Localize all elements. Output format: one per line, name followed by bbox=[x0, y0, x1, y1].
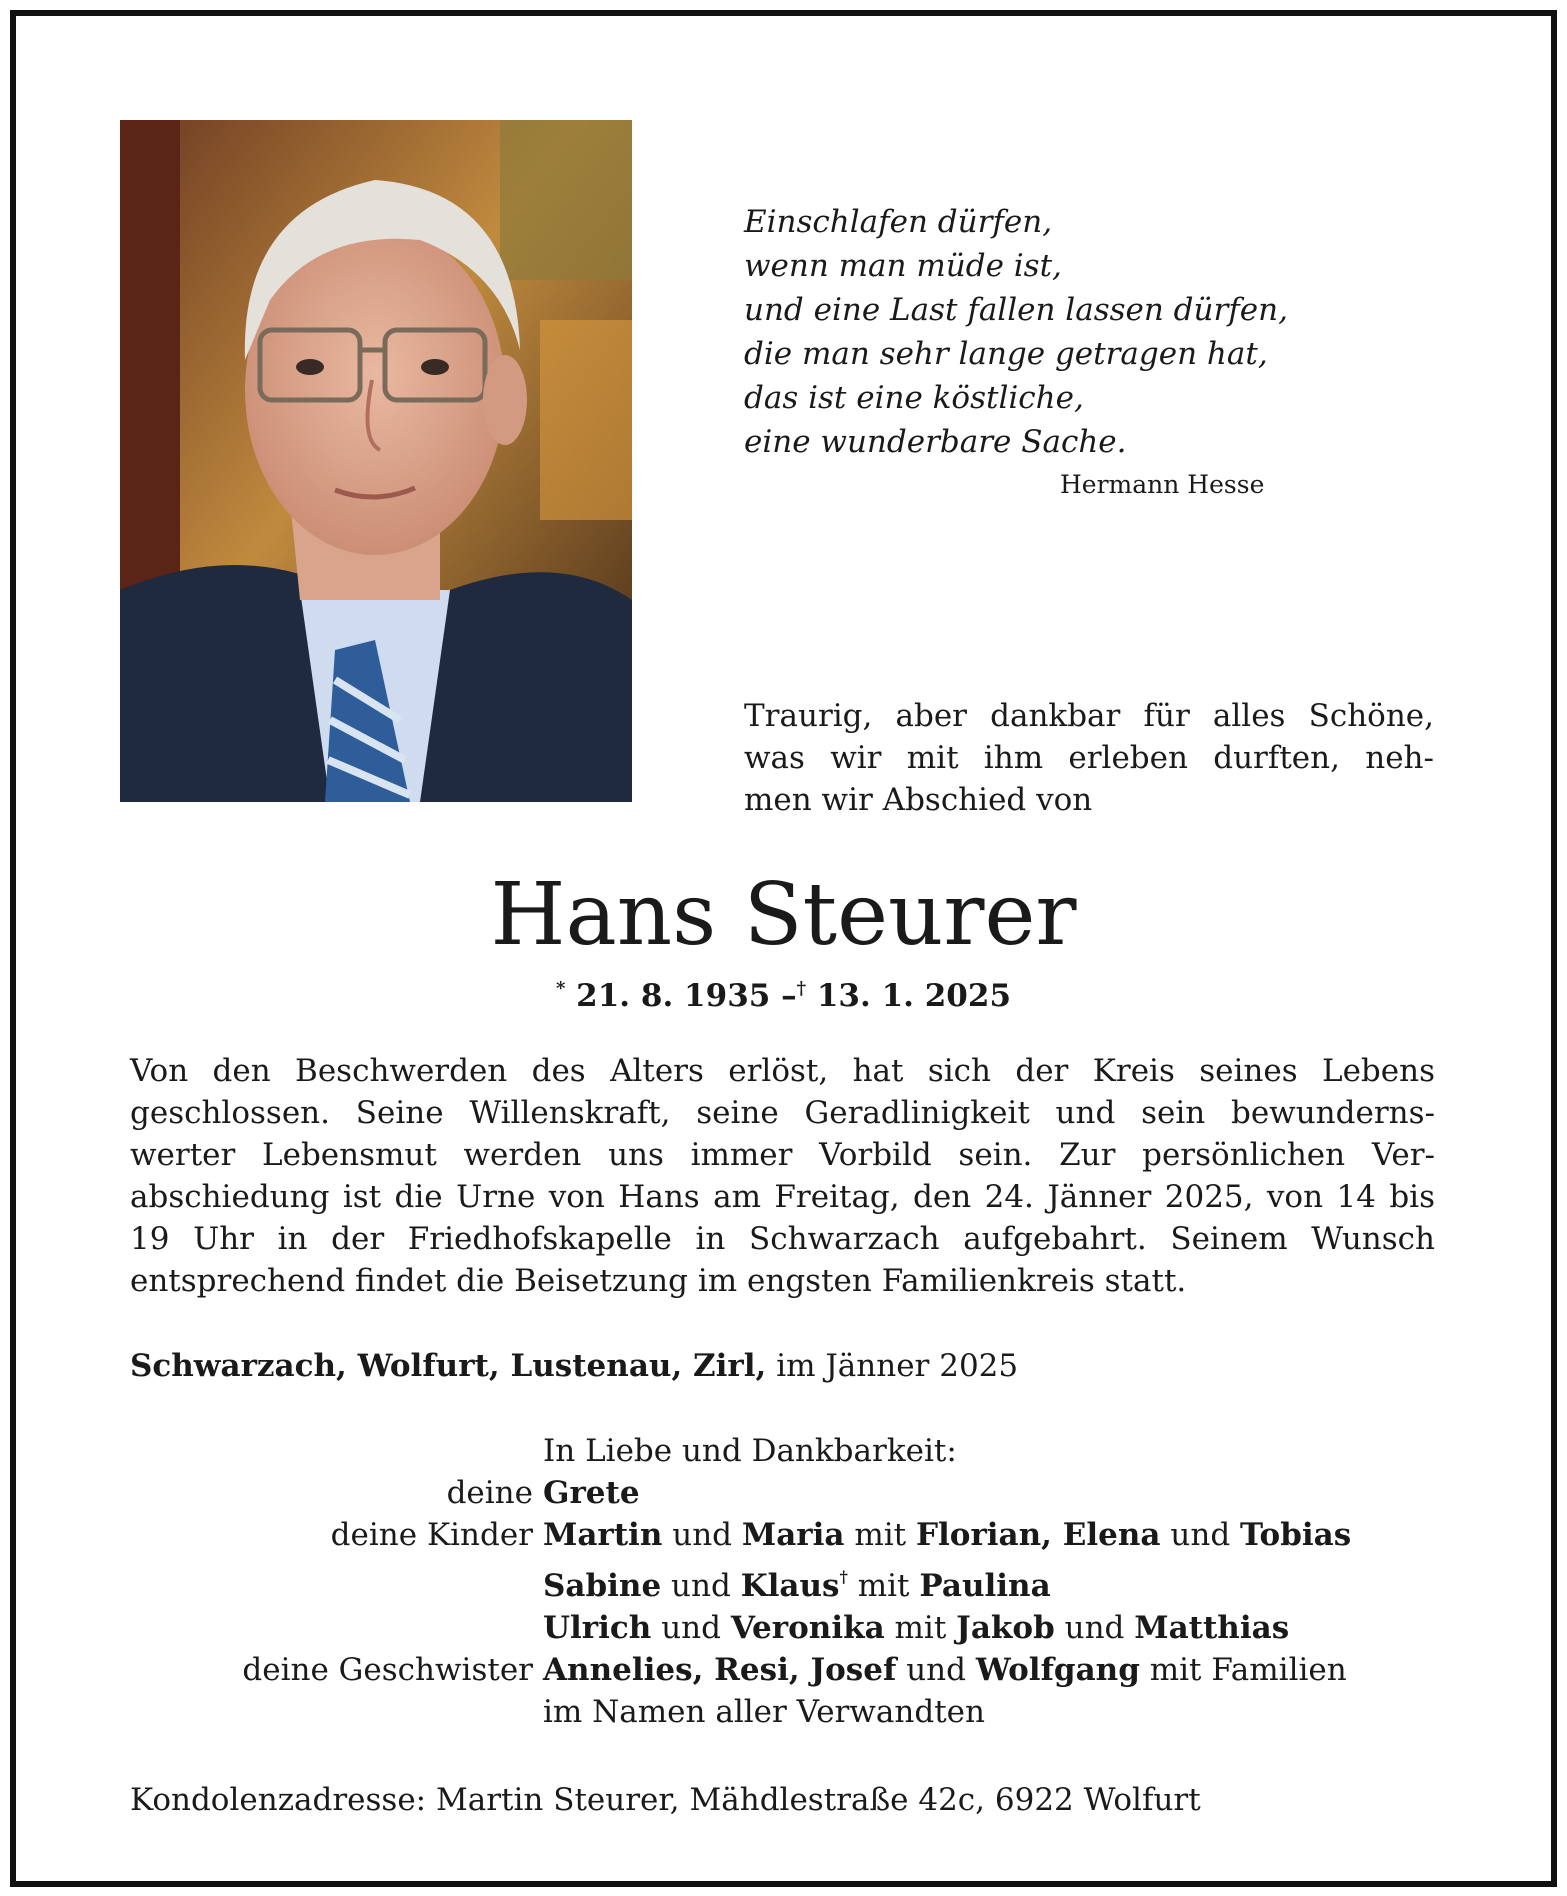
poem-line: die man sehr lange getragen hat, bbox=[744, 336, 1268, 372]
birth-symbol: * bbox=[555, 978, 566, 999]
grandchild-name: Matthias bbox=[1134, 1610, 1290, 1646]
family-row-spouse bbox=[130, 1472, 1435, 1514]
child-name: Martin bbox=[543, 1517, 663, 1553]
relation-label: deine Geschwister bbox=[242, 1652, 533, 1688]
grandchild-name: Paulina bbox=[919, 1568, 1051, 1604]
child-name: Ulrich bbox=[543, 1610, 652, 1646]
family-row-relatives bbox=[130, 1691, 1435, 1733]
connector-word: und bbox=[906, 1652, 966, 1688]
body-line: geschlossen. Seine Willenskraft, seine Geradlinigkeit und sein bewunderns- bbox=[130, 1095, 1435, 1131]
connector-word: mit bbox=[857, 1568, 910, 1604]
intro-text bbox=[744, 695, 1434, 821]
family-row-children bbox=[130, 1514, 1435, 1556]
poem-line: und eine Last fallen lassen dürfen, bbox=[744, 292, 1288, 328]
sibling-name: Wolfgang bbox=[975, 1652, 1140, 1688]
poem-line: eine wunderbare Sache. bbox=[744, 424, 1127, 460]
connector-word: mit bbox=[894, 1610, 947, 1646]
place-towns: Schwarzach, Wolfurt, Lustenau, Zirl, bbox=[130, 1348, 767, 1384]
intro-line: was wir mit ihm erleben durften, neh- bbox=[744, 740, 1434, 776]
intro-line: men wir Abschied von bbox=[744, 782, 1093, 818]
place-date-text: im Jänner 2025 bbox=[776, 1348, 1019, 1384]
partner-name: Maria bbox=[741, 1517, 845, 1553]
family-row-child2 bbox=[130, 1556, 1435, 1607]
grandchild-name: Jakob bbox=[956, 1610, 1055, 1646]
grandchildren-names: Florian, Elena bbox=[915, 1517, 1161, 1553]
relatives-line: im Namen aller Verwandten bbox=[543, 1694, 985, 1730]
condolence-address: Kondolenzadresse: Martin Steurer, Mähdlestraße 42c, 6922 Wolfurt bbox=[130, 1782, 1201, 1818]
family-heading: In Liebe und Dankbarkeit: bbox=[543, 1433, 957, 1469]
connector-word: und bbox=[671, 1568, 731, 1604]
partner-name: Klaus bbox=[740, 1568, 840, 1604]
siblings-suffix: mit Familien bbox=[1149, 1652, 1347, 1688]
death-date: 13. 1. 2025 bbox=[816, 978, 1012, 1014]
connector-word: und bbox=[661, 1610, 721, 1646]
sibling-names: Annelies, Resi, Josef bbox=[543, 1652, 897, 1688]
spouse-name: Grete bbox=[543, 1475, 640, 1511]
family-heading-row bbox=[130, 1430, 1435, 1472]
poem-author: Hermann Hesse bbox=[1060, 470, 1265, 499]
family-row-child3 bbox=[130, 1607, 1435, 1649]
body-line: entsprechend findet die Beisetzung im engsten Familienkreis statt. bbox=[130, 1263, 1187, 1299]
cross-symbol: † bbox=[839, 1567, 848, 1586]
place-date bbox=[130, 1348, 1018, 1384]
connector-word: und bbox=[1170, 1517, 1231, 1553]
body-line: werter Lebensmut werden uns immer Vorbild sein. Zur persönlichen Ver- bbox=[130, 1137, 1435, 1173]
child-name: Sabine bbox=[543, 1568, 662, 1604]
intro-line: Traurig, aber dankbar für alles Schöne, bbox=[744, 698, 1434, 734]
family-section bbox=[130, 1430, 1435, 1733]
partner-name: Veronika bbox=[730, 1610, 885, 1646]
poem-line: wenn man müde ist, bbox=[744, 248, 1062, 284]
poem-line: Einschlafen dürfen, bbox=[744, 204, 1053, 240]
grandchild-name: Tobias bbox=[1240, 1517, 1352, 1553]
birth-date: 21. 8. 1935 bbox=[576, 978, 771, 1014]
family-row-siblings bbox=[130, 1649, 1435, 1691]
relation-label: deine Kinder bbox=[330, 1517, 533, 1553]
body-line: Von den Beschwerden des Alters erlöst, hat sich der Kreis seines Lebens bbox=[130, 1053, 1435, 1089]
connector-word: mit bbox=[854, 1517, 907, 1553]
connector-word: und bbox=[1064, 1610, 1125, 1646]
date-separator: – bbox=[781, 978, 797, 1014]
obituary-body bbox=[130, 1050, 1435, 1302]
poem bbox=[744, 200, 1364, 464]
body-line: abschiedung ist die Urne von Hans am Freitag, den 24. Jänner 2025, von 14 bis bbox=[130, 1179, 1435, 1215]
poem-line: das ist eine köstliche, bbox=[744, 380, 1084, 416]
deceased-name: Hans Steurer bbox=[490, 865, 1077, 965]
life-dates bbox=[0, 978, 1567, 1014]
portrait-photo bbox=[120, 120, 632, 802]
death-symbol: † bbox=[796, 978, 807, 999]
connector-word: und bbox=[672, 1517, 733, 1553]
relation-label: deine bbox=[446, 1475, 533, 1511]
body-line: 19 Uhr in der Friedhofskapelle in Schwarzach aufgebahrt. Seinem Wunsch bbox=[130, 1221, 1435, 1257]
